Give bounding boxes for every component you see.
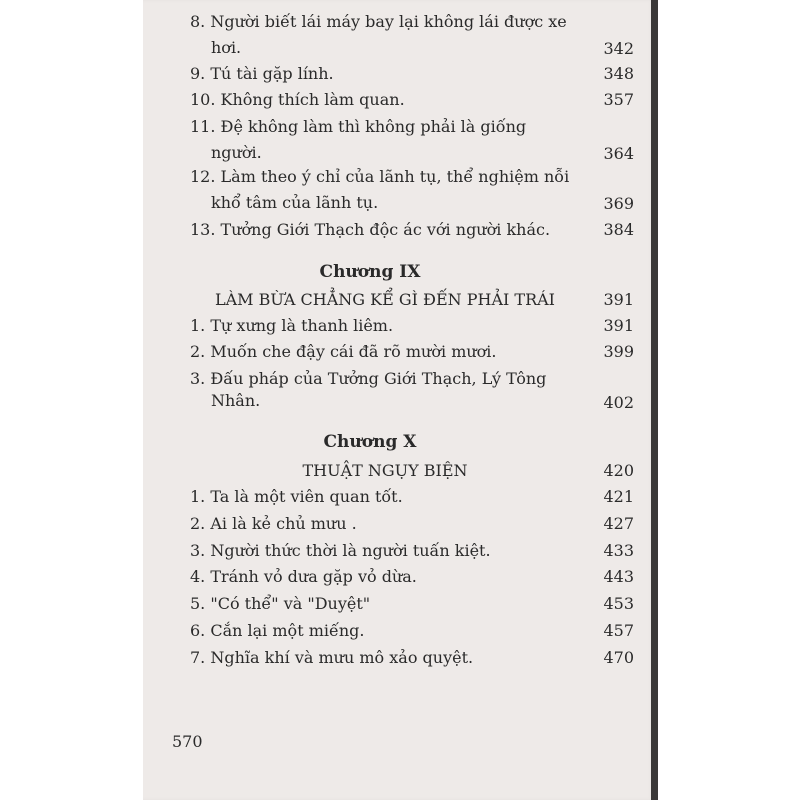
toc-entry-page: 421 — [603, 487, 634, 506]
chapter-title-row — [190, 290, 634, 310]
toc-entry — [190, 648, 634, 668]
toc-entry-text: 12. Làm theo ý chỉ của lãnh tụ, thể nghiệm nỗi — [190, 167, 570, 186]
toc-entry-text: 1. Ta là một viên quan tốt. — [190, 487, 403, 506]
toc-entry-text: 10. Không thích làm quan. — [190, 90, 405, 109]
chapter-title-page: 420 — [603, 461, 634, 480]
toc-entry — [190, 12, 634, 56]
toc-entry — [190, 117, 634, 161]
toc-entry-text: 7. Nghĩa khí và mưu mô xảo quyệt. — [190, 648, 474, 667]
book-spine-edge — [651, 0, 658, 800]
toc-entry-text: 6. Cắn lại một miếng. — [190, 621, 365, 640]
toc-entry-text-cont: khổ tâm của lãnh tụ. — [211, 193, 379, 212]
toc-entry — [190, 316, 634, 336]
chapter-title-row — [190, 461, 634, 481]
toc-entry-text: 2. Muốn che đậy cái đã rõ mười mươi. — [190, 342, 497, 361]
toc-entry-text-cont: hơi. — [211, 38, 242, 57]
toc-entry-page: 369 — [603, 194, 634, 213]
toc-entry-text-cont: người. — [211, 143, 262, 162]
toc-entry-page: 391 — [603, 316, 634, 335]
chapter-heading: Chương X — [323, 432, 417, 452]
chapter-title: LÀM BỪA CHẲNG KỂ GÌ ĐẾN PHẢI TRÁI — [214, 290, 555, 309]
toc-entry-text: 4. Tránh vỏ dưa gặp vỏ dừa. — [190, 567, 417, 586]
toc-entry — [190, 90, 634, 110]
toc-entry-text: 3. Người thức thời là người tuấn kiệt. — [190, 541, 491, 560]
toc-entry-text-cont: Nhân. — [211, 391, 261, 410]
toc-entry-page: 348 — [603, 64, 634, 83]
toc-entry-page: 364 — [603, 144, 634, 163]
toc-entry-page: 453 — [603, 594, 634, 613]
toc-entry — [190, 167, 634, 211]
toc-entry-text: 2. Ai là kẻ chủ mưu . — [190, 514, 357, 533]
page-number: 570 — [172, 732, 203, 751]
chapter-title: THUẬT NGỤY BIỆN — [302, 461, 468, 480]
toc-entry — [190, 220, 634, 240]
toc-entry — [190, 342, 634, 362]
toc-entry — [190, 514, 634, 534]
toc-entry — [190, 594, 634, 614]
toc-entry-text: 11. Đệ không làm thì không phải là giống — [190, 117, 527, 136]
toc-entry-page: 470 — [603, 648, 634, 667]
chapter-heading: Chương IX — [319, 262, 421, 282]
toc-entry-page: 443 — [603, 567, 634, 586]
toc-entry-page: 457 — [603, 621, 634, 640]
toc-entry — [190, 541, 634, 561]
toc-entry-page: 399 — [603, 342, 634, 361]
toc-entry-page: 433 — [603, 541, 634, 560]
toc-entry-page: 342 — [603, 39, 634, 58]
toc-entry-text: 5. "Có thể" và "Duyệt" — [190, 594, 371, 613]
toc-entry — [190, 567, 634, 587]
toc-entry-text: 3. Đấu pháp của Tưởng Giới Thạch, Lý Tông — [190, 369, 547, 388]
toc-entry — [190, 621, 634, 641]
toc-entry-page: 402 — [603, 393, 634, 412]
toc-entry-text: 13. Tưởng Giới Thạch độc ác với người khác. — [190, 220, 551, 239]
toc-entry — [190, 369, 634, 413]
toc-entry-page: 384 — [603, 220, 634, 239]
toc-entry-text: 1. Tự xưng là thanh liêm. — [190, 316, 394, 335]
toc-entry-text: 8. Người biết lái máy bay lại không lái được xe — [190, 12, 567, 31]
toc-entry-page: 357 — [603, 90, 634, 109]
toc-entry-text: 9. Tú tài gặp lính. — [190, 64, 334, 83]
chapter-title-page: 391 — [603, 290, 634, 309]
toc-entry — [190, 64, 634, 84]
toc-entry — [190, 487, 634, 507]
toc-entry-page: 427 — [603, 514, 634, 533]
